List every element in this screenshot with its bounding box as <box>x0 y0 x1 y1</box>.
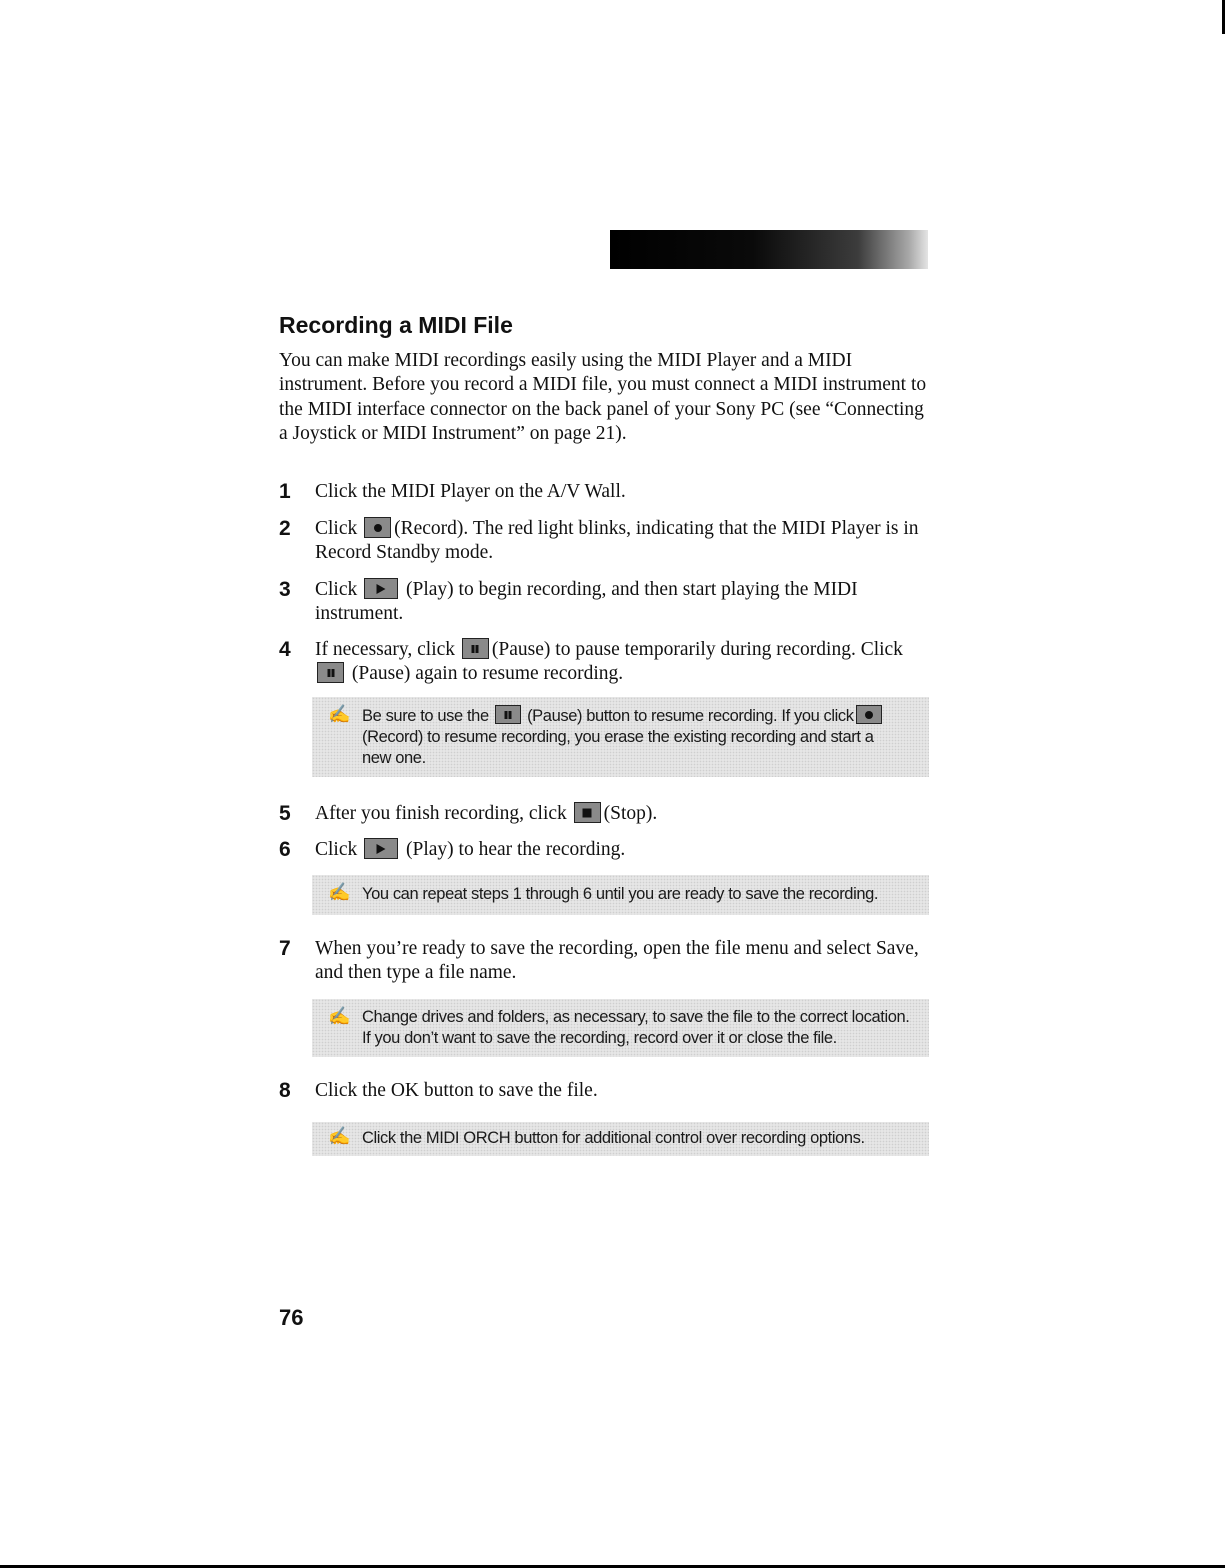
step-number: 5 <box>279 802 291 825</box>
step-5 <box>279 802 929 826</box>
step-text: Click the MIDI Player on the A/V Wall. <box>315 481 626 502</box>
header-gradient-bar <box>610 230 928 269</box>
page-number: 76 <box>279 1305 304 1330</box>
play-button-icon <box>364 838 398 859</box>
pause-button-icon <box>495 705 521 724</box>
note-pencil-icon: ✍ <box>328 1006 351 1026</box>
play-button-icon <box>364 578 398 599</box>
note-box <box>312 875 929 915</box>
step-7 <box>279 937 929 986</box>
step-text: Click (Play) to hear the recording. <box>315 839 626 860</box>
note-box <box>312 999 929 1057</box>
step-text: Click the OK button to save the file. <box>315 1080 598 1101</box>
note-text: You can repeat steps 1 through 6 until you are ready to save the recording. <box>362 885 879 903</box>
note-text: Change drives and folders, as necessary, to save the file to the correct location. If you don’t want to save the recording, record over it or close the file. <box>362 1008 910 1047</box>
step-2 <box>279 517 929 566</box>
note-pencil-icon: ✍ <box>328 1126 351 1146</box>
pause-button-icon <box>317 662 344 683</box>
note-pencil-icon: ✍ <box>328 704 351 724</box>
step-text: Click (Play) to begin recording, and then start playing the MIDI instrument. <box>315 579 858 625</box>
step-text: Click (Record). The red light blinks, indicating that the MIDI Player is in Record Standby mode. <box>315 518 919 564</box>
pause-button-icon <box>462 638 489 659</box>
note-text: Click the MIDI ORCH button for additional control over recording options. <box>362 1129 865 1147</box>
record-button-icon <box>856 705 882 724</box>
section-title: Recording a MIDI File <box>279 312 513 338</box>
step-number: 6 <box>279 838 291 861</box>
note-text: Be sure to use the (Pause) button to resume recording. If you click (Record) to resume recording, you erase the existing recording and start a new one. <box>362 705 889 769</box>
step-3 <box>279 578 929 627</box>
step-text: After you finish recording, click (Stop). <box>315 803 658 824</box>
stop-button-icon <box>574 802 601 823</box>
step-1 <box>279 480 929 504</box>
note-box <box>312 697 929 777</box>
step-number: 8 <box>279 1079 291 1102</box>
step-4 <box>279 638 929 687</box>
step-number: 1 <box>279 480 291 503</box>
step-text: When you’re ready to save the recording, open the file menu and select Save, and then type a file name. <box>315 938 919 984</box>
note-box <box>312 1122 929 1156</box>
step-6 <box>279 838 929 862</box>
step-text: If necessary, click (Pause) to pause temporarily during recording. Click (Pause) again to resume recording. <box>315 639 903 685</box>
step-number: 4 <box>279 638 291 661</box>
note-pencil-icon: ✍ <box>328 882 351 902</box>
step-number: 3 <box>279 578 291 601</box>
record-button-icon <box>364 517 391 538</box>
step-number: 7 <box>279 937 291 960</box>
step-number: 2 <box>279 517 291 540</box>
intro-paragraph: You can make MIDI recordings easily using the MIDI Player and a MIDI instrument. Before you record a MIDI file, you must connect a MIDI instrument to the MIDI interface connector on the back panel of your Sony PC (see “Connecting a Joystick or MIDI Instrument” on page 21). <box>279 350 927 444</box>
step-8 <box>279 1079 929 1103</box>
